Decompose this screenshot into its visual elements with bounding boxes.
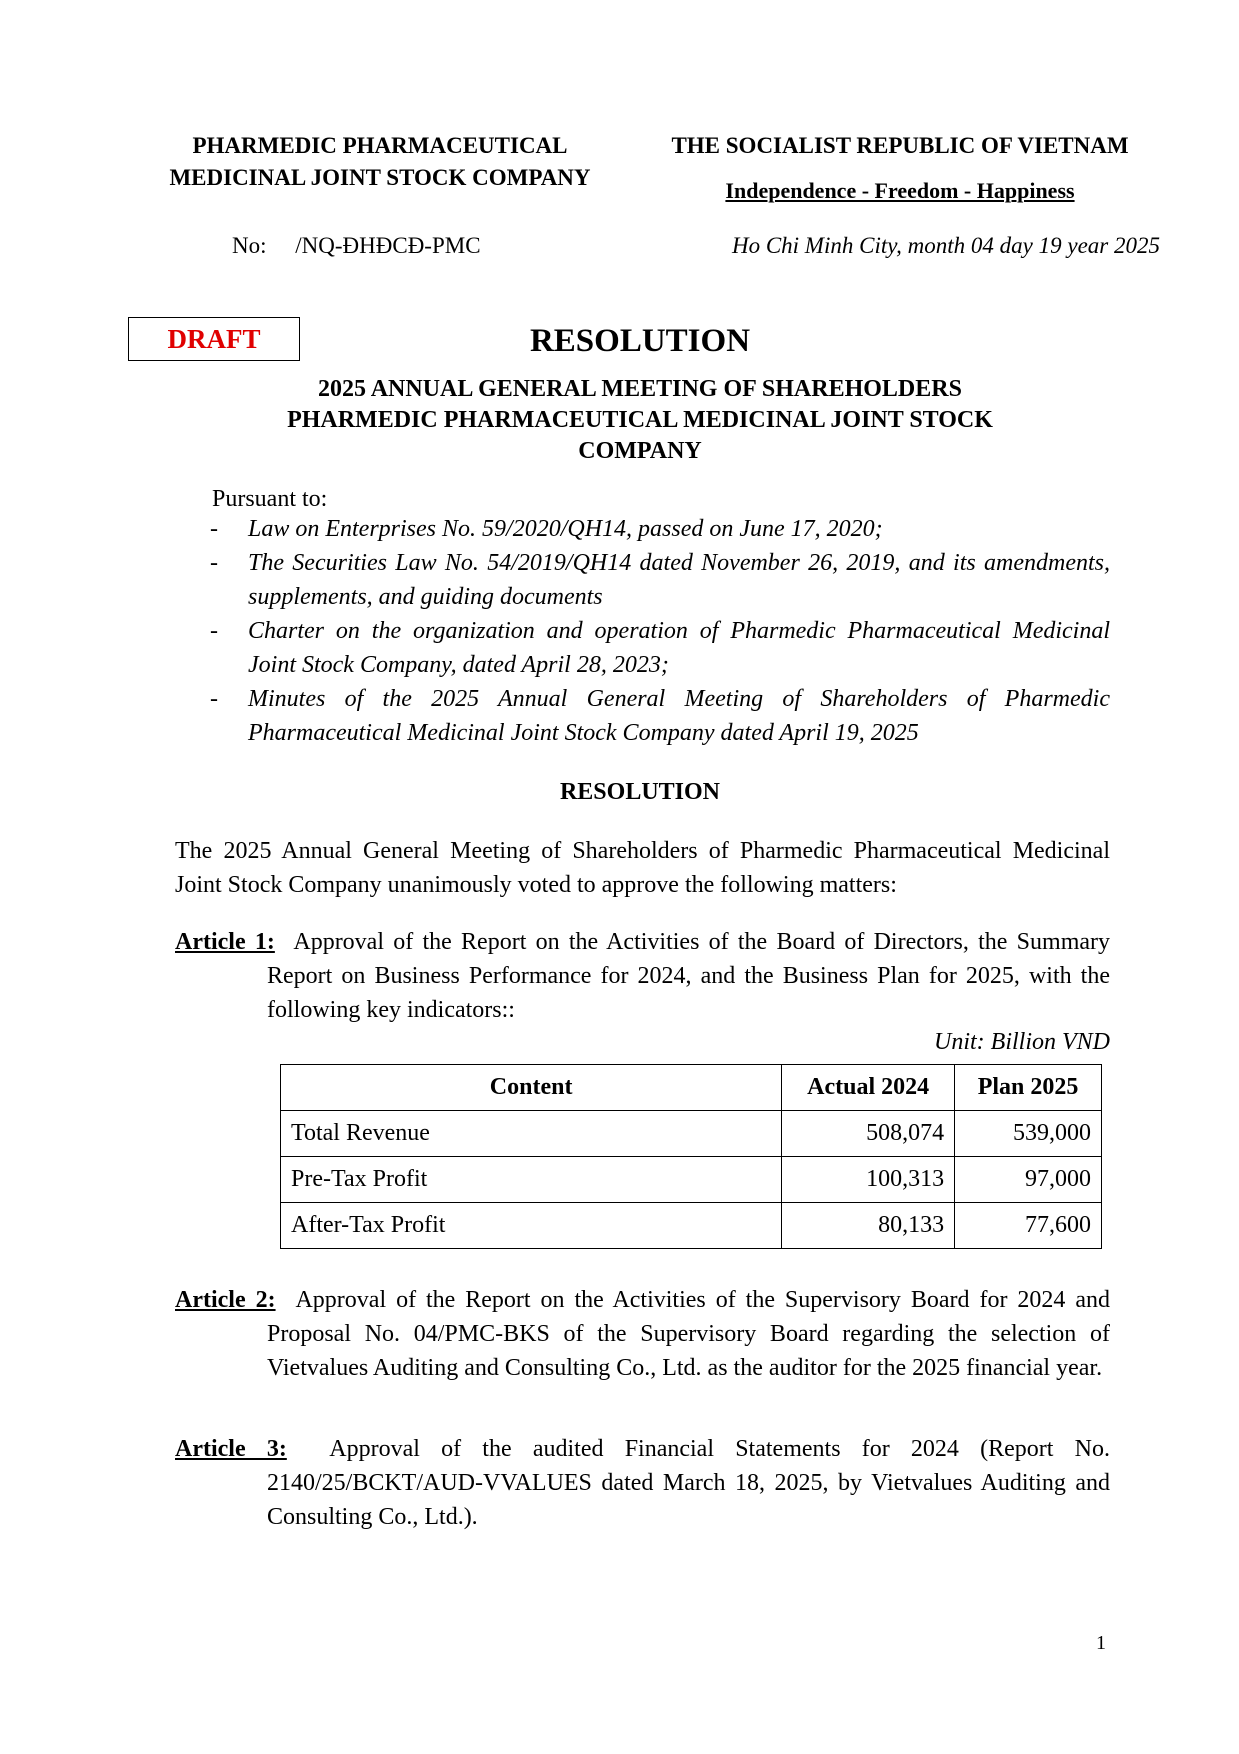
document-number (232, 231, 481, 261)
intro-paragraph: The 2025 Annual General Meeting of Shareholders of Pharmedic Pharmaceutical Medicinal Joint Stock Company unanimously voted to approve the following matters: (175, 838, 1110, 898)
meeting-title-line1: 2025 ANNUAL GENERAL MEETING OF SHAREHOLDERS (318, 376, 962, 402)
pursuant-item-text: Law on Enterprises No. 59/2020/QH14, passed on June 17, 2020; (248, 516, 883, 542)
table-cell: After-Tax Profit (281, 1203, 782, 1249)
table-cell: 97,000 (955, 1157, 1102, 1203)
article-text: Approval of the audited Financial Statements for 2024 (Report No. 2140/25/BCKT/AUD-VVALUES dated March 18, 2025, by Vietvalues Auditing and Consulting Co., Ltd.). (267, 1436, 1110, 1530)
article-2 (175, 1283, 1110, 1385)
pursuant-label: Pursuant to: (212, 486, 328, 512)
list-item (210, 546, 1110, 614)
resolution-subtitle: RESOLUTION (559, 779, 721, 805)
document-number-value: /NQ-ĐHĐCĐ-PMC (295, 233, 481, 258)
national-motto: Independence - Freedom - Happiness (725, 178, 1075, 203)
table-cell: 508,074 (782, 1111, 955, 1157)
bullet-dash: - (210, 550, 218, 576)
column-header: Plan 2025 (955, 1065, 1102, 1111)
meeting-title-line2: PHARMEDIC PHARMACEUTICAL MEDICINAL JOINT STOCK (287, 407, 993, 433)
table-cell: 80,133 (782, 1203, 955, 1249)
bullet-dash: - (210, 516, 218, 542)
draft-stamp: DRAFT (128, 317, 300, 361)
meeting-title (200, 374, 1080, 467)
pursuant-item-text: Minutes of the 2025 Annual General Meeting of Shareholders of Pharmedic Pharmaceutical Medicinal Joint Stock Company dated April 19, 2025 (248, 686, 1110, 746)
table-cell: Pre-Tax Profit (281, 1157, 782, 1203)
bullet-dash: - (210, 686, 218, 712)
table-cell: 539,000 (955, 1111, 1102, 1157)
column-header: Content (281, 1065, 782, 1111)
article-text: Approval of the Report on the Activities of the Board of Directors, the Summary Report on Business Performance for 2024, and the Business Plan for 2025, with the following key indicators:: (267, 929, 1111, 1023)
pursuant-item-text: The Securities Law No. 54/2019/QH14 dated November 26, 2019, and its amendments, supplements, and guiding documents (248, 550, 1110, 610)
article-text: Approval of the Report on the Activities of the Supervisory Board for 2024 and Proposal No. 04/PMC-BKS of the Supervisory Board regarding the selection of Vietvalues Auditing and Consulting Co., Ltd. as the auditor for the 2025 financial year. (267, 1287, 1111, 1381)
article-3 (175, 1432, 1110, 1534)
country-name: THE SOCIALIST REPUBLIC OF VIETNAM (671, 133, 1129, 158)
bullet-dash: - (210, 618, 218, 644)
article-1 (175, 925, 1110, 1027)
company-name (120, 130, 640, 194)
company-name-line2: MEDICINAL JOINT STOCK COMPANY (169, 165, 591, 190)
article-label: Article 2: (175, 1287, 276, 1313)
table-cell: Total Revenue (281, 1111, 782, 1157)
table-header-row (281, 1065, 1102, 1111)
page-number: 1 (1096, 1632, 1106, 1654)
table-row (281, 1111, 1102, 1157)
article-label: Article 3: (175, 1436, 287, 1462)
table-row (281, 1157, 1102, 1203)
table-row (281, 1203, 1102, 1249)
article-label: Article 1: (175, 929, 275, 955)
table-cell: 100,313 (782, 1157, 955, 1203)
column-header: Actual 2024 (782, 1065, 955, 1111)
page-title: RESOLUTION (529, 323, 751, 359)
company-name-line1: PHARMEDIC PHARMACEUTICAL (192, 133, 568, 158)
pursuant-item-text: Charter on the organization and operation of Pharmedic Pharmaceutical Medicinal Joint Stock Company, dated April 28, 2023; (248, 618, 1110, 678)
table-cell: 77,600 (955, 1203, 1102, 1249)
table-unit-note: Unit: Billion VND (934, 1029, 1110, 1055)
document-place-date: Ho Chi Minh City, month 04 day 19 year 2025 (731, 233, 1160, 258)
list-item (210, 512, 1110, 546)
document-number-label: No: (232, 233, 267, 258)
meeting-title-line3: COMPANY (578, 438, 702, 464)
list-item (210, 682, 1110, 750)
list-item (210, 614, 1110, 682)
pursuant-list (210, 512, 1110, 750)
key-indicators-table (280, 1064, 1102, 1249)
